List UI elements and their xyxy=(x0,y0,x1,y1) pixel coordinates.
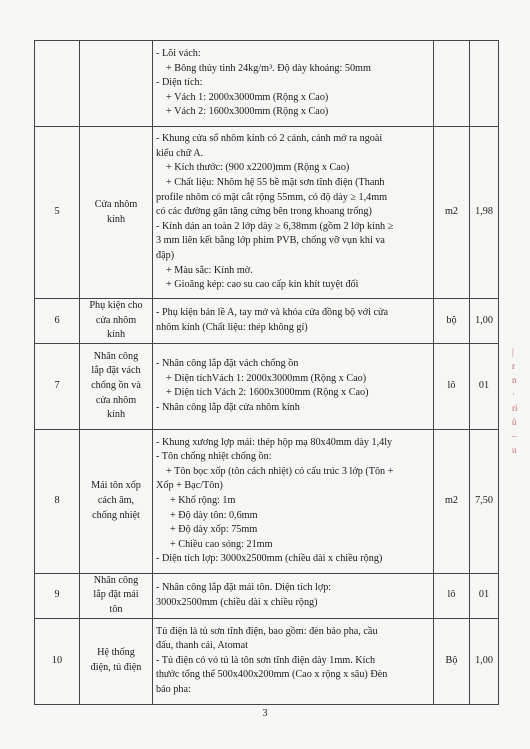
item-name-cell xyxy=(80,573,153,618)
margin-mark: · xyxy=(512,389,515,399)
description-line: + Chiều cao sóng: 21mm xyxy=(170,538,273,550)
item-name-cell xyxy=(80,41,153,127)
item-name-line: Phụ kiện cho xyxy=(89,300,143,311)
item-name-cell xyxy=(80,127,153,299)
margin-annotation-marks xyxy=(512,345,530,457)
description-line: + Vách 1: 2000x3000mm (Rộng x Cao) xyxy=(166,91,329,103)
description-line: kiểu chữ A. xyxy=(156,147,204,159)
item-description-cell xyxy=(153,127,434,299)
description-line: 3000x2500mm (chiều dài x chiều rộng) xyxy=(156,596,318,608)
specification-table xyxy=(34,40,499,705)
description-line: - Phụ kiện bản lề A, tay mở và khóa cửa đồng bộ với cửa xyxy=(156,307,389,319)
item-name-line: tôn xyxy=(109,603,123,615)
description-line: + Vách 2: 1600x3000mm (Rộng x Cao) xyxy=(166,106,329,118)
item-name-line: kính xyxy=(106,409,126,421)
item-name-line: kính xyxy=(106,329,126,341)
description-line: - Lõi vách: xyxy=(156,48,201,60)
margin-mark: r xyxy=(512,361,515,371)
description-line: profile nhôm có mặt cắt rộng 55mm, có độ dày ≥ 1,4mm xyxy=(156,191,388,203)
page-number: 3 xyxy=(262,708,268,719)
row-number-cell: 9 xyxy=(35,573,80,618)
row-number-cell: 6 xyxy=(35,299,80,344)
description-line: đập) xyxy=(156,249,175,261)
item-name-line: Hệ thống xyxy=(97,647,135,659)
unit-cell: Bộ xyxy=(434,618,470,704)
description-line: nhôm kính (Chất liệu: thép không gỉ) xyxy=(156,321,308,333)
row-number-cell: 8 xyxy=(35,429,80,573)
description-line: - Nhân công lắp đặt cửa nhôm kính xyxy=(156,401,300,413)
description-line: - Tôn chống nhiệt chống ồn: xyxy=(156,451,272,463)
item-name-cell xyxy=(80,429,153,573)
description-line: + Diện tích Vách 2: 1600x3000mm (Rộng x Cao) xyxy=(166,387,369,399)
description-line: + Độ dày tôn: 0,6mm xyxy=(170,509,258,521)
quantity-cell: 01 xyxy=(470,343,499,429)
description-line: Xốp + Bạc/Tôn) xyxy=(156,480,223,492)
item-name-cell xyxy=(80,299,153,344)
description-line: - Diện tích: xyxy=(156,77,203,89)
quantity-cell: 1,00 xyxy=(470,299,499,344)
item-description-cell xyxy=(153,299,434,344)
item-name-line: chống nhiệt xyxy=(92,509,140,521)
table-row xyxy=(35,573,499,618)
description-line: + Tôn bọc xốp (tôn cách nhiệt) có cấu trúc 3 lớp (Tôn + xyxy=(166,465,394,477)
description-line: - Khung cửa sổ nhôm kính có 2 cánh, cánh mở ra ngoài xyxy=(156,133,383,145)
description-line: báo pha: xyxy=(156,683,191,695)
item-description-cell xyxy=(153,618,434,704)
description-line: đấu, thanh cái, Atomat xyxy=(156,640,248,652)
item-name-line: cách âm, xyxy=(97,494,135,506)
item-description-cell xyxy=(153,343,434,429)
item-name-line: lắp đặt vách xyxy=(91,365,141,377)
item-name-line: Nhân công xyxy=(93,350,139,362)
table-row xyxy=(35,299,499,344)
table-row xyxy=(35,429,499,573)
margin-mark: ũ xyxy=(512,417,517,427)
item-name-line: điện, tủ điện xyxy=(90,662,142,674)
margin-mark: ri xyxy=(512,403,518,413)
quantity-cell: 7,50 xyxy=(470,429,499,573)
quantity-cell: 1,00 xyxy=(470,618,499,704)
description-line: + Độ dày xốp: 75mm xyxy=(170,524,258,536)
item-name-line: chống ồn và xyxy=(91,379,141,391)
table-row xyxy=(35,41,499,127)
unit-cell: m2 xyxy=(434,127,470,299)
margin-mark: – xyxy=(512,431,517,441)
description-line: - Nhân công lắp đặt vách chống ồn xyxy=(156,358,299,370)
item-name-line: Cửa nhôm xyxy=(94,198,138,210)
row-number-cell xyxy=(35,41,80,127)
item-description-cell xyxy=(153,429,434,573)
quantity-cell: 01 xyxy=(470,573,499,618)
description-line: + Màu sắc: Kính mờ. xyxy=(166,264,253,276)
description-line: + Kích thước: (900 x2200)mm (Rộng x Cao) xyxy=(166,162,350,174)
margin-mark: | xyxy=(512,347,514,357)
margin-mark: u xyxy=(512,445,517,455)
margin-mark: n xyxy=(512,375,517,385)
item-name-cell xyxy=(80,618,153,704)
description-line: + Bông thủy tinh 24kg/m³. Độ dày khoảng: 50mm xyxy=(166,62,371,74)
description-line: - Nhân công lắp đặt mái tôn. Diện tích lợp: xyxy=(156,582,332,594)
item-name-cell xyxy=(80,343,153,429)
description-line: + Diện tíchVách 1: 2000x3000mm (Rộng x Cao) xyxy=(166,372,367,384)
unit-cell: bộ xyxy=(434,299,470,344)
description-line: + Khổ rộng: 1m xyxy=(170,494,236,506)
description-line: + Gioăng kép: cao su cao cấp kín khít tuyệt đối xyxy=(166,279,359,291)
quantity-cell: 1,98 xyxy=(470,127,499,299)
description-line: - Khung xương lợp mái: thép hộp mạ 80x40mm dày 1,4ly xyxy=(156,436,393,448)
item-name-line: lắp đặt mái xyxy=(93,589,139,601)
unit-cell: lô xyxy=(434,343,470,429)
item-name-line: cửa nhôm xyxy=(95,394,137,406)
description-line: - Diện tích lợp: 3000x2500mm (chiều dài x chiều rộng) xyxy=(156,553,383,565)
description-line: 3 mm liên kết bằng lớp phim PVB, chống vỡ vụn khi va xyxy=(156,235,385,247)
item-name-line: cửa nhôm xyxy=(95,314,137,326)
description-line: + Chất liệu: Nhôm hệ 55 bề mặt sơn tĩnh điện (Thanh xyxy=(166,177,385,189)
item-description-cell xyxy=(153,573,434,618)
unit-cell: m2 xyxy=(434,429,470,573)
description-line: - Tủ điện có vỏ tủ là tôn sơn tĩnh điện dày 1mm. Kích xyxy=(156,654,376,666)
description-line: có các đường gân tăng cứng bên trong khoang trống) xyxy=(156,206,372,218)
row-number-cell: 7 xyxy=(35,343,80,429)
unit-cell xyxy=(434,41,470,127)
description-line: - Kính dán an toàn 2 lớp dày ≥ 6,38mm (gồm 2 lớp kính ≥ xyxy=(156,220,394,232)
table-row xyxy=(35,343,499,429)
table-row xyxy=(35,127,499,299)
table-row xyxy=(35,618,499,704)
unit-cell: lô xyxy=(434,573,470,618)
row-number-cell: 10 xyxy=(35,618,80,704)
item-name-line: Nhân công xyxy=(93,574,139,586)
description-line: Tủ điện là tủ sơn tĩnh điện, bao gồm: đèn báo pha, cầu xyxy=(156,625,378,637)
item-name-line: Mái tôn xốp xyxy=(91,480,141,492)
description-line: thước tổng thể 500x400x200mm (Cao x rộng x sâu) Đèn xyxy=(156,669,388,681)
quantity-cell xyxy=(470,41,499,127)
item-name-line: kính xyxy=(106,213,126,225)
specification-table-body xyxy=(35,41,499,705)
item-description-cell xyxy=(153,41,434,127)
row-number-cell: 5 xyxy=(35,127,80,299)
